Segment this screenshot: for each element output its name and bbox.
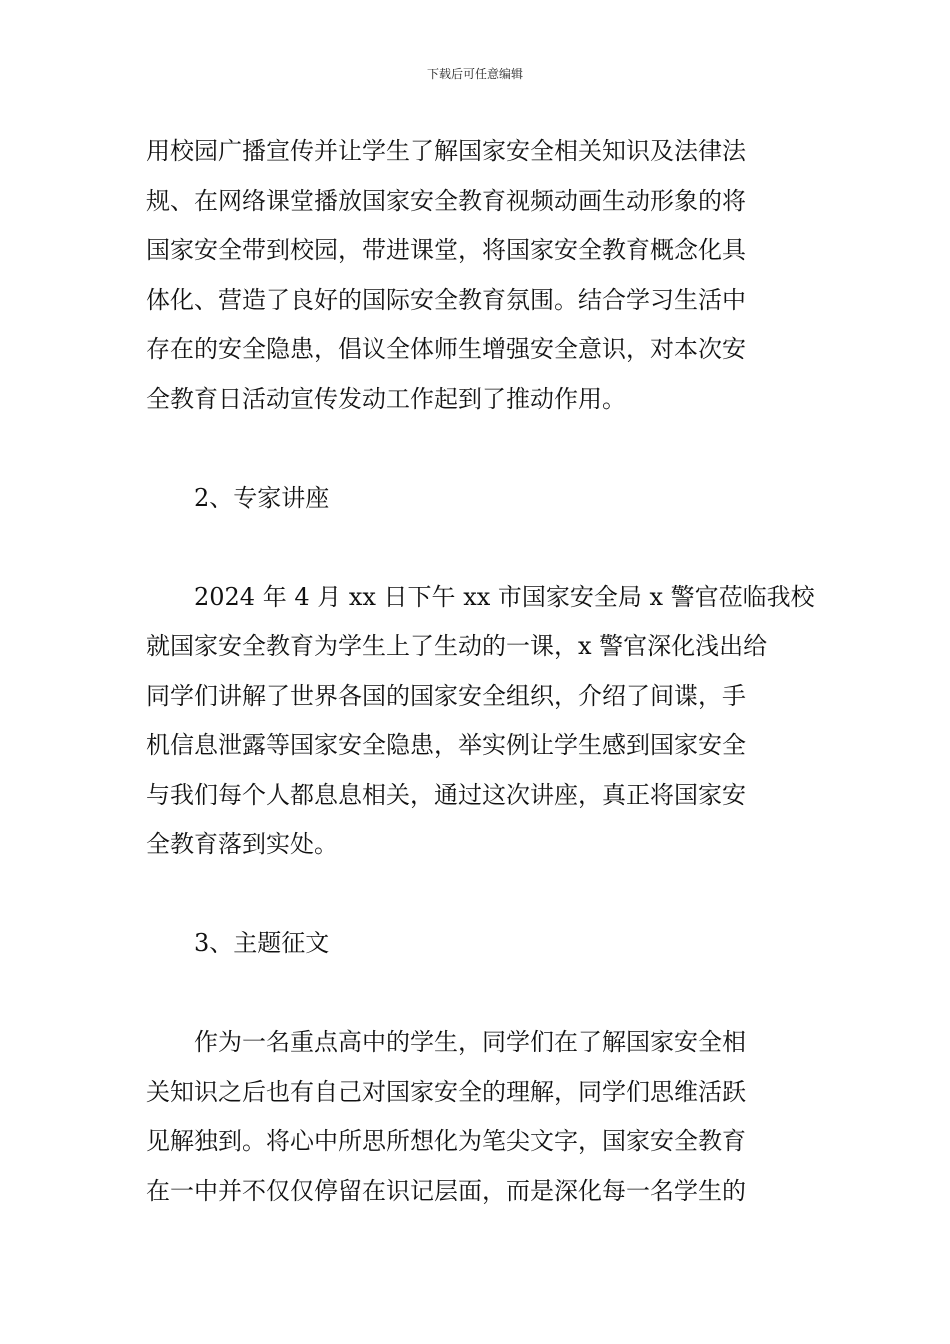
text-line: 存在的安全隐患，倡议全体师生增强安全意识，对本次安: [146, 335, 746, 363]
text-line: 在一中并不仅仅停留在识记层面，而是深化每一名学生的: [146, 1176, 746, 1205]
section-heading-expert-lecture: 2、专家讲座: [194, 483, 330, 512]
paragraph-campus-broadcast: [146, 127, 808, 424]
section-heading-essay-contest: 3、主题征文: [194, 929, 330, 957]
paragraph-essay-contest: [146, 1018, 808, 1216]
document-body: [146, 127, 815, 1216]
text-line: 全教育日活动宣传发动工作起到了推动作用。: [146, 384, 626, 413]
paragraph-expert-lecture: [146, 573, 815, 870]
text-line: 用校园广播宣传并让学生了解国家安全相关知识及法律法: [146, 137, 746, 165]
text-line: 全教育落到实处。: [146, 830, 338, 858]
text-line: 与我们每个人都息息相关，通过这次讲座，真正将国家安: [146, 780, 746, 809]
text-line: 见解独到。将心中所思所想化为笔尖文字，国家安全教育: [146, 1127, 746, 1155]
text-line: 体化、营造了良好的国际安全教育氛围。结合学习生活中: [146, 285, 746, 314]
text-line: 机信息泄露等国家安全隐患，举实例让学生感到国家安全: [146, 731, 746, 759]
text-line: 国家安全带到校园，带进课堂，将国家安全教育概念化具: [146, 236, 746, 264]
page-header: 下载后可任意编辑: [426, 67, 523, 81]
text-line: 作为一名重点高中的学生，同学们在了解国家安全相: [194, 1028, 746, 1056]
text-line: 规、在网络课堂播放国家安全教育视频动画生动形象的将: [146, 186, 746, 215]
text-line: 就国家安全教育为学生上了生动的一课，x 警官深化浅出给: [146, 632, 768, 660]
text-line: 关知识之后也有自己对国家安全的理解，同学们思维活跃: [146, 1077, 746, 1106]
text-line: 2024 年 4 月 xx 日下午 xx 市国家安全局 x 警官莅临我校: [194, 582, 815, 611]
text-line: 同学们讲解了世界各国的国家安全组织，介绍了间谍，手: [146, 681, 746, 710]
